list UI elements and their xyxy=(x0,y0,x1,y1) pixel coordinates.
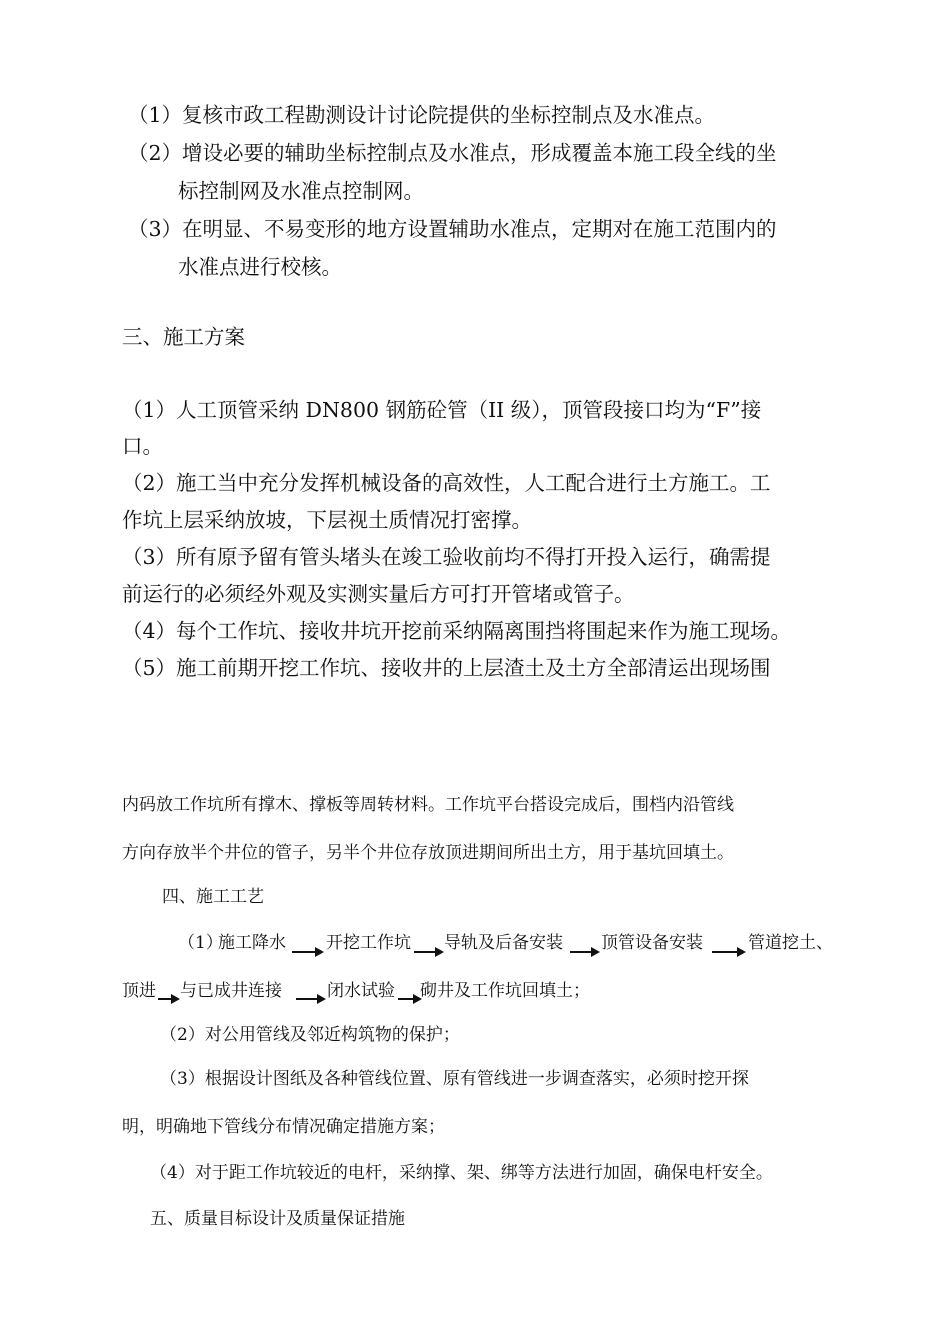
flow-arrow xyxy=(712,951,744,953)
section-5-heading: 五、质量目标设计及质量保证措施 xyxy=(150,1209,405,1229)
plan-line: （5）施工前期开挖工作坑、接收井的上层渣土及土方全部清运出现场围 xyxy=(122,656,771,680)
plan-line: （4）每个工作坑、接收井坑开挖前采纳隔离围挡将围起来作为施工现场。 xyxy=(122,619,792,643)
flow-arrow xyxy=(414,951,442,953)
item-3-line-cont: 水准点进行校核。 xyxy=(178,255,342,279)
flow-arrow xyxy=(158,998,178,1000)
item-1-line: （1）复核市政工程勘测设计讨论院提供的坐标控制点及水准点。 xyxy=(128,103,716,127)
continuation-line: 内码放工作坑所有撑木、撑板等周转材料。工作坑平台搭设完成后，围档内沿管线 xyxy=(122,795,734,815)
flow-step: 顶管设备安装 xyxy=(601,933,703,953)
plan-line: （2）施工当中充分发挥机械设备的高效性，人工配合进行土方施工。工 xyxy=(122,471,771,495)
flow-arrow xyxy=(292,951,322,953)
item-3-investigation-cont: 明，明确地下管线分布情况确定措施方案； xyxy=(122,1117,445,1137)
plan-line: （3）所有原予留有管头堵头在竣工验收前均不得打开投入运行，确需提 xyxy=(122,545,771,569)
item-2-line-cont: 标控制网及水准点控制网。 xyxy=(178,179,424,203)
flow-prefix: （1） xyxy=(178,933,223,953)
plan-line: 作坑上层采纳放坡，下层视土质情况打密撑。 xyxy=(122,508,532,532)
item-2-line: （2）增设必要的辅助坐标控制点及水准点，形成覆盖本施工段全线的坐 xyxy=(128,141,777,165)
flow-step-wrap-a: 管道挖土、 xyxy=(748,933,833,953)
flow-step: 砌井及工作坑回填土； xyxy=(420,981,590,1001)
item-3-investigation: （3）根据设计图纸及各种管线位置、原有管线进一步调查落实，必须时挖开探 xyxy=(160,1069,749,1089)
flow-step: 导轨及后备安装 xyxy=(444,933,563,953)
flow-step-wrap-b: 顶进 xyxy=(122,981,156,1001)
plan-line: 口。 xyxy=(122,434,163,458)
section-4-heading: 四、施工工艺 xyxy=(162,887,264,907)
section-3-heading: 三、施工方案 xyxy=(122,325,245,349)
plan-line: 前运行的必须经外观及实测实量后方可打开管堵或管子。 xyxy=(122,582,635,606)
flow-step: 与已成井连接 xyxy=(180,981,282,1001)
flow-step: 施工降水 xyxy=(218,933,286,953)
item-4-poles: （4）对于距工作坑较近的电杆，采纳撑、架、绑等方法进行加固，确保电杆安全。 xyxy=(150,1163,773,1183)
flow-arrow xyxy=(398,998,420,1000)
item-2-protection: （2）对公用管线及邻近构筑物的保护； xyxy=(160,1025,460,1045)
flow-step: 开挖工作坑 xyxy=(326,933,411,953)
flow-arrow xyxy=(570,951,598,953)
item-3-line: （3）在明显、不易变形的地方设置辅助水准点，定期对在施工范围内的 xyxy=(128,217,777,241)
flow-arrow xyxy=(296,998,324,1000)
flow-step: 闭水试验 xyxy=(327,981,395,1001)
plan-line: （1）人工顶管采纳 DN800 钢筋砼管（II 级），顶管段接口均为“F”接 xyxy=(122,398,762,422)
continuation-line: 方向存放半个井位的管子，另半个井位存放顶进期间所出土方，用于基坑回填土。 xyxy=(122,843,734,863)
